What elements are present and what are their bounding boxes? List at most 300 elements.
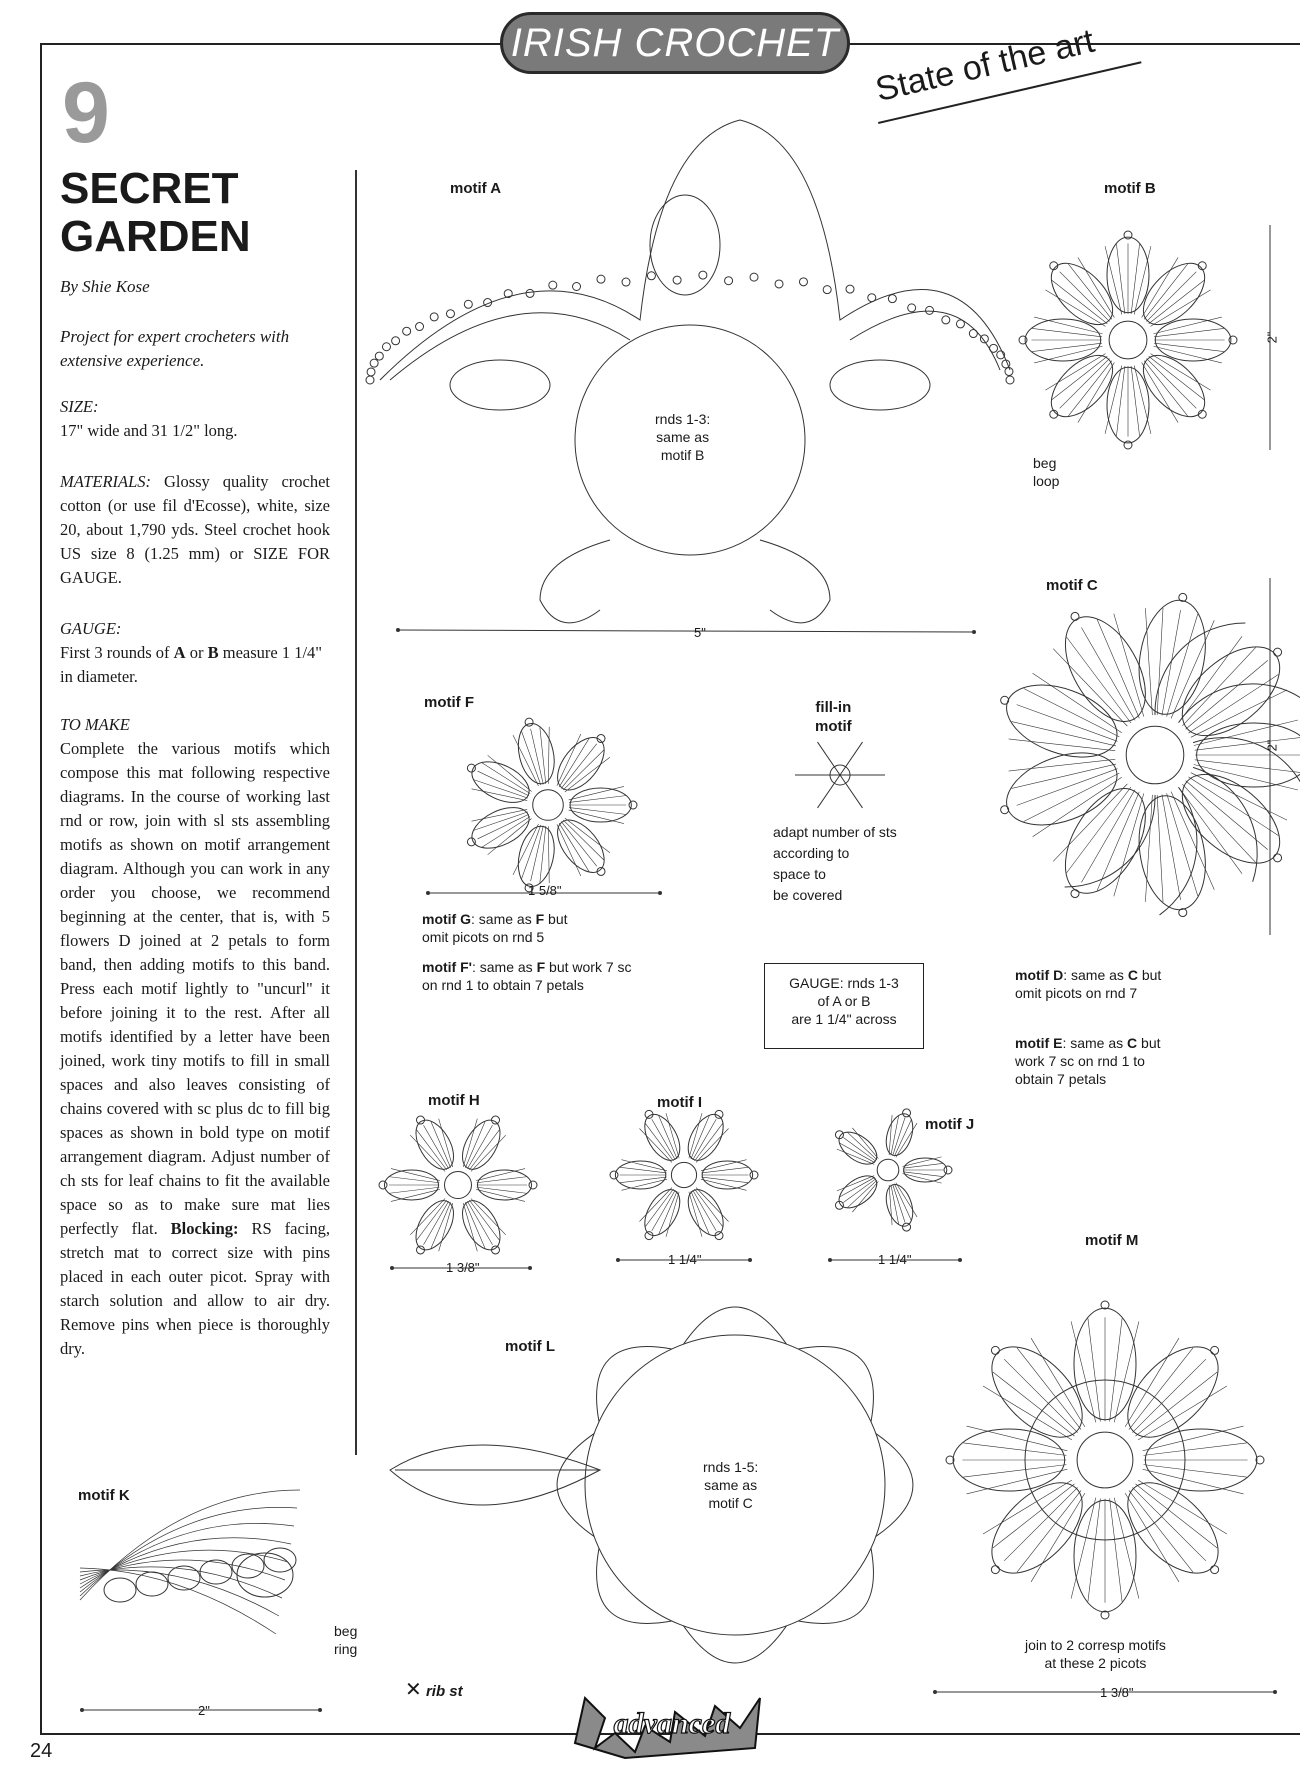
motif-c-stitch (1033, 777, 1122, 837)
motif-h-stitch (477, 1187, 527, 1193)
motif-i-picot (750, 1171, 758, 1179)
motif-m-note: join to 2 corresp motifs at these 2 picots (1025, 1637, 1166, 1671)
motif-m-picot (1211, 1566, 1219, 1574)
motif-j-center (877, 1159, 899, 1181)
motif-j-stitch (903, 1163, 943, 1168)
motif-i-stitch (701, 1177, 748, 1183)
motif-f-dimension: 1 5/8" (528, 883, 562, 898)
motif-a-picot (1002, 360, 1010, 368)
motif-c-arc (1065, 795, 1155, 887)
motif-i-center (671, 1162, 696, 1187)
motif-k-loop (136, 1572, 168, 1596)
motif-a-picot (673, 276, 681, 284)
motif-k-row (80, 1550, 288, 1584)
motif-b-dimension: 2" (1264, 331, 1280, 344)
motif-k-row (80, 1490, 300, 1600)
motif-f-stitch (488, 755, 532, 791)
motif-h-stitch (389, 1177, 439, 1183)
motif-i-label: motif I (657, 1094, 702, 1111)
motif-d-text: : same as (1063, 967, 1128, 983)
motif-l-center-note: rnds 1-5: same as motif C (703, 1459, 759, 1511)
motif-a-arc (850, 311, 1000, 370)
motif-b-stitch (1032, 328, 1102, 336)
motif-e-name: motif E (1015, 1035, 1063, 1051)
size-text: 17" wide and 31 1/2" long. (60, 421, 238, 440)
motif-f-picot (525, 718, 533, 726)
motif-j-picot (903, 1109, 911, 1117)
motif-g-text2: but omit picots on rnd 5 (422, 911, 568, 945)
motif-f-dimension-line-end (426, 891, 430, 895)
motif-b-stitch (1131, 366, 1139, 436)
motif-m-stitch (1135, 1484, 1217, 1548)
motif-j-dimension-line-end (958, 1258, 962, 1262)
motif-f-picot (467, 838, 475, 846)
motif-a-picot (942, 316, 950, 324)
motif-a-picot (416, 323, 424, 331)
motif-l-scallop (557, 1434, 594, 1537)
motif-a-picot (403, 327, 411, 335)
motif-i-stitch (701, 1167, 748, 1173)
motif-g-text: : same as (471, 911, 536, 927)
motif-f-stitch (569, 808, 626, 815)
fill-in-motif-label: fill-in motif (815, 699, 852, 735)
motif-a-picot (573, 282, 581, 290)
blocking-text: RS facing, stretch mat to correct size with pins placed in each outer picot. Spray with starch solution and allow to air dry. Remove pins when piece is thoroughly dry. (60, 1219, 330, 1358)
motif-a-picot (799, 278, 807, 286)
materials-text: Glossy quality crochet cotton (or use fil d'Ecosse), white, size 20, about 1,790 yds. Steel crochet hook US size 8 (1.25 mm) or SIZE FOR GAUGE. (60, 472, 331, 587)
motif-m-stitch (1088, 1318, 1100, 1421)
motif-m-stitch (1114, 1498, 1139, 1599)
motif-a-dimension-line-end (396, 628, 400, 632)
motif-f-picot (629, 801, 637, 809)
motif-m-stitch (1088, 1498, 1100, 1601)
motif-c-stitch (1186, 781, 1268, 850)
motif-k-beg-ring: beg ring (334, 1623, 358, 1657)
motif-c-stitch (1157, 795, 1163, 902)
motif-l-leaf (390, 1445, 600, 1505)
motif-k-dimension-line-end (318, 1708, 322, 1712)
motif-l-scallop (597, 1548, 672, 1623)
motif-j-stitch (843, 1138, 876, 1162)
motif-c-arc (1193, 767, 1257, 881)
motif-c-stitch (1191, 773, 1287, 820)
motif-f-stitch (471, 789, 527, 801)
motif-m-stitch (1143, 1469, 1244, 1494)
page-number: 24 (30, 1740, 53, 1762)
motif-j-stitch (889, 1115, 892, 1155)
motif-f-stitch (540, 826, 546, 883)
motif-m-stitch (1114, 1321, 1139, 1422)
motif-m-dimension-line-end (1273, 1690, 1277, 1694)
motif-m-stitch (1071, 1498, 1096, 1599)
legend-text: rib st (425, 1683, 463, 1700)
motif-d-text2: but omit picots on rnd 7 (1015, 967, 1162, 1001)
motif-b-stitch (1052, 280, 1107, 323)
motif-a-picot (392, 337, 400, 345)
motif-m-stitch (963, 1465, 1066, 1477)
motif-m-dimension: 1 3/8" (1100, 1685, 1134, 1700)
motif-m-stitch (1004, 1359, 1077, 1432)
motif-m-stitch (1138, 1386, 1227, 1440)
size-heading: SIZE: (60, 397, 99, 416)
motif-f-stitch (561, 822, 597, 867)
motif-a-petal-right (830, 360, 930, 410)
fill-in-motif-note: adapt number of sts according to space to be covered (773, 824, 897, 903)
motif-c-stitch (1162, 794, 1181, 900)
motif-c-stitch (1097, 792, 1139, 891)
motif-m-stitch (983, 1386, 1072, 1440)
motif-m-stitch (1143, 1426, 1244, 1451)
motif-f-prime-note (422, 958, 632, 994)
motif-a-picot (526, 289, 534, 297)
fill-in-spoke (840, 742, 863, 775)
motif-h-dimension-line-end (528, 1266, 532, 1270)
motif-a-picot (1005, 368, 1013, 376)
motif-m-stitch (1017, 1348, 1081, 1430)
motif-a-picot (956, 320, 964, 328)
motif-a-dimension-line-end (972, 630, 976, 634)
motif-l-scallop (684, 1626, 787, 1663)
motif-f-prime-text: : same as (471, 959, 537, 975)
motif-a-picot (549, 281, 557, 289)
motif-c-stitch (1188, 675, 1278, 734)
motif-m-label: motif M (1085, 1232, 1139, 1249)
motif-a-picot (908, 304, 916, 312)
motif-a-picot (823, 286, 831, 294)
motif-e-text: : same as (1062, 1035, 1128, 1051)
motif-j-stitch (852, 1128, 878, 1159)
motif-m-stitch (1004, 1487, 1077, 1560)
motif-b-stitch (1052, 356, 1107, 399)
motif-k-dimension: 2" (198, 1703, 210, 1718)
motif-h-picot (379, 1181, 387, 1189)
motif-d-name: motif D (1015, 967, 1064, 983)
motif-a-picot (446, 310, 454, 318)
motif-i-picot (610, 1171, 618, 1179)
motif-m-picot (991, 1346, 999, 1354)
gauge-letter-b: B (207, 643, 219, 662)
motif-f-stitch (531, 826, 544, 882)
motif-j-stitch (843, 1179, 876, 1203)
motif-f-stitch (531, 729, 544, 785)
motif-a-leaf (540, 540, 610, 623)
motif-m-dimension-line-end (933, 1690, 937, 1694)
motif-m-stitch (1132, 1487, 1205, 1560)
motif-a-picot (725, 277, 733, 285)
motif-a-picot (1006, 376, 1014, 384)
motif-c-picot (1001, 806, 1009, 814)
motif-b-stitch (1154, 343, 1224, 351)
motif-j-label: motif J (925, 1116, 975, 1133)
motif-m-stitch (1125, 1493, 1179, 1582)
rib-stitch-icon: ✕ (405, 1679, 422, 1701)
motif-k-row (80, 1538, 291, 1588)
byline: By Shie Kose (60, 277, 150, 296)
motif-c-picot (1071, 612, 1079, 620)
motif-a-center-note: rnds 1-3: same as motif B (655, 411, 711, 463)
motif-b-picot (1229, 336, 1237, 344)
motif-f-stitch (557, 734, 581, 786)
motif-c-stitch (1012, 722, 1116, 746)
motif-j-stitch (889, 1185, 892, 1225)
gauge-heading: GAUGE: (60, 619, 122, 638)
motif-f-stitch (565, 818, 610, 853)
motif-f-label: motif F (424, 694, 474, 711)
motif-m-stitch (963, 1443, 1066, 1455)
motif-b-stitch (1116, 366, 1124, 436)
fill-in-spoke (818, 742, 841, 775)
motif-j-picot (903, 1223, 911, 1231)
motif-j-picot (944, 1166, 952, 1174)
motif-c-stitch (1157, 608, 1163, 715)
motif-j-dimension: 1 1/4" (878, 1252, 912, 1267)
motif-m-picot (991, 1566, 999, 1574)
motif-a-picot (888, 295, 896, 303)
motif-c-stitch (1145, 795, 1152, 902)
intro-text: Project for expert crocheters with extensive experience. (60, 327, 290, 370)
motif-m-stitch (966, 1426, 1067, 1451)
motif-m-stitch (983, 1480, 1072, 1534)
motif-d-ref: C (1127, 967, 1138, 983)
motif-j-dimension-line-end (828, 1258, 832, 1262)
motif-k-loop (104, 1578, 136, 1602)
motif-m-picot (1211, 1346, 1219, 1354)
motif-d-note (1015, 966, 1161, 1002)
project-number: 9 (62, 65, 110, 161)
motif-e-text2: but work 7 sc on rnd 1 to obtain 7 petals (1015, 1035, 1161, 1087)
motif-c-stitch (1195, 737, 1300, 750)
motif-m-stitch (1017, 1490, 1081, 1572)
motif-b-center (1109, 321, 1147, 359)
motif-k-label: motif K (78, 1487, 130, 1504)
motif-m-stitch (1143, 1443, 1246, 1455)
motif-a-picot (367, 368, 375, 376)
motif-a-picot (868, 294, 876, 302)
motif-b-stitch (1154, 328, 1224, 336)
motif-b-label: motif B (1104, 180, 1156, 197)
motif-c-stitch (1186, 660, 1268, 729)
badge-label: advanced (613, 1707, 731, 1740)
motif-f-stitch (471, 809, 527, 821)
motif-b-picot (1019, 336, 1027, 344)
title-line-1: SECRET (60, 164, 239, 213)
motif-b-picot (1124, 441, 1132, 449)
gauge-text-or: or (185, 643, 208, 662)
motif-h-dimension-line-end (390, 1266, 394, 1270)
motif-m-center (1077, 1432, 1133, 1488)
motif-a-petal-center (650, 195, 720, 295)
motif-f-prime-name: motif F' (422, 959, 472, 975)
motif-c-arc (1160, 787, 1197, 915)
motif-a-picot (926, 306, 934, 314)
motif-j-stitch (903, 1172, 943, 1177)
motif-c-picot (1274, 854, 1282, 862)
motif-f-stitch (569, 796, 626, 803)
motif-c-stitch (1162, 610, 1181, 716)
motif-c-center (1126, 726, 1184, 784)
motif-c-stitch (1167, 614, 1198, 717)
motif-a-dimension-line (398, 630, 974, 632)
blocking-heading: Blocking: (170, 1219, 239, 1238)
motif-a-petal-left (450, 360, 550, 410)
motif-i-dimension-line-end (748, 1258, 752, 1262)
motif-a-picot (622, 278, 630, 286)
motif-g-ref: F (535, 911, 545, 927)
motif-m-stitch (1132, 1359, 1205, 1432)
motif-c-stitch (1188, 777, 1278, 836)
motif-c-picot (1071, 890, 1079, 898)
motif-c-stitch (1009, 739, 1116, 751)
motif-c-stitch (1167, 793, 1198, 896)
motif-g-name: motif G (422, 911, 471, 927)
motif-b-stitch (1144, 361, 1187, 416)
motif-b-stitch (1068, 264, 1111, 319)
motif-c-picot (1274, 648, 1282, 656)
motif-c-stitch (1009, 759, 1116, 771)
motif-c-stitch (1182, 784, 1255, 862)
gauge-text-b: measure 1 1/4" in diameter. (60, 643, 323, 686)
motif-b-picot (1124, 231, 1132, 239)
motif-k-row (80, 1567, 282, 1598)
motif-e-ref: C (1127, 1035, 1138, 1051)
motif-k-row (80, 1507, 297, 1596)
motif-e-note (1015, 1034, 1161, 1088)
motif-b-stitch (1068, 361, 1111, 416)
motif-m-stitch (1129, 1348, 1193, 1430)
motif-m-stitch (1125, 1338, 1179, 1427)
motif-f-picot (467, 764, 475, 772)
motif-j-stitch (852, 1181, 878, 1212)
motif-a-picot (366, 376, 374, 384)
motif-b-stitch (1144, 264, 1187, 319)
motif-l-label: motif L (505, 1338, 555, 1355)
motif-i-stitch (620, 1167, 667, 1173)
motif-m-stitch (966, 1469, 1067, 1494)
motif-a-picot (370, 359, 378, 367)
motif-a-picot (647, 272, 655, 280)
motif-f-center (533, 790, 564, 821)
motif-m-stitch (993, 1484, 1075, 1548)
motif-f-stitch (488, 819, 532, 855)
motif-b-stitch (1116, 244, 1124, 314)
motif-b-stitch (1032, 343, 1102, 351)
motif-a-picot (430, 313, 438, 321)
motif-c-stitch (1145, 608, 1152, 715)
motif-f-stitch (561, 744, 597, 789)
advanced-badge (565, 1688, 780, 1762)
motif-i-dimension: 1 1/4" (668, 1252, 702, 1267)
motif-f-prime-text2: but work 7 sc on rnd 1 to obtain 7 petals (422, 959, 632, 993)
motif-f-stitch (548, 826, 549, 883)
legend (405, 1677, 463, 1702)
motif-h-stitch (477, 1177, 527, 1183)
motif-m-stitch (1143, 1465, 1246, 1477)
motif-a-label: motif A (450, 180, 502, 197)
tagline: State of the art (872, 21, 1098, 110)
motif-m-stitch (993, 1372, 1075, 1436)
motif-a-leaf (760, 540, 830, 623)
motif-m-stitch (1138, 1480, 1227, 1534)
motif-l-scallop (876, 1434, 913, 1537)
motif-g-note (422, 910, 568, 946)
motif-a-picot (990, 344, 998, 352)
motif-m-stitch (1071, 1321, 1096, 1422)
motif-k-dimension-line-end (80, 1708, 84, 1712)
motif-a-outline (380, 120, 1010, 380)
motif-h-picot (529, 1181, 537, 1189)
motif-m-stitch (1129, 1490, 1193, 1572)
motif-b-stitch (1149, 356, 1204, 399)
tomake-text: Complete the various motifs which compose this mat following respective diagrams. In the course of working last rnd or row, join with sl sts assembling motifs as shown on motif arrangement diagram. Although you can work in any order you choose, we recommend beginning at the center, that is, with 5 flowers D joined at 2 petals to form band, then adding motifs to this band. Press each motif lightly to "uncurl" it before joining it to the rest. After all motifs identified by a letter have been joined, work tiny motifs to fill in small spaces and also leaves consisting of chains covered with sc plus dc to fill big spaces as shown in bold type on motif arrangement diagram. Adjust number of ch sts for leaf chains to fit the available space so as to make sure mat lies perfectly flat. (60, 739, 330, 1238)
motif-f-stitch (540, 727, 546, 784)
motif-c-stitch (1194, 720, 1298, 745)
gauge-box: GAUGE: rnds 1-3 of A or B are 1 1/4" across (764, 963, 924, 1049)
motif-a-picot (750, 273, 758, 281)
motif-m-stitch (1031, 1338, 1085, 1427)
motif-c-arc (1179, 684, 1300, 723)
motif-l-scallop (597, 1347, 672, 1422)
motif-c-stitch (1033, 673, 1122, 733)
gauge-letter-a: A (173, 643, 186, 662)
motif-c-stitch (1097, 620, 1139, 719)
tomake-heading: TO MAKE (60, 715, 130, 734)
motif-i-dimension-line-end (616, 1258, 620, 1262)
motif-f-stitch (548, 727, 549, 784)
motif-c-picot (1001, 696, 1009, 704)
motif-a-picot (846, 285, 854, 293)
motif-m-stitch (1110, 1498, 1122, 1601)
motif-f-stitch (565, 757, 610, 792)
motif-a-picot (382, 343, 390, 351)
fill-in-spoke (818, 775, 841, 808)
motif-j-stitch (896, 1123, 917, 1157)
motif-c-stitch (1182, 648, 1255, 726)
motif-h-label: motif H (428, 1092, 480, 1109)
motif-a-picot (699, 271, 707, 279)
materials-heading: MATERIALS: (60, 472, 152, 491)
motif-m-stitch (1031, 1493, 1085, 1582)
motif-i-stitch (620, 1177, 667, 1183)
motif-j-stitch (837, 1149, 874, 1164)
motif-b-stitch (1149, 280, 1204, 323)
motif-j-stitch (896, 1183, 917, 1217)
motif-c-dimension: 2" (1264, 739, 1280, 752)
fill-in-spoke (840, 775, 863, 808)
title-line-2: GARDEN (60, 212, 251, 261)
motif-k-row (80, 1523, 294, 1592)
motif-f-prime-ref: F (536, 959, 546, 975)
motif-a-arc (390, 313, 630, 380)
motif-l-scallop (684, 1307, 787, 1344)
motif-f-dimension-line-end (658, 891, 662, 895)
motif-a-picot (375, 352, 383, 360)
section-title: IRISH CROCHET (510, 20, 840, 65)
motif-a-picot (464, 300, 472, 308)
motif-l-scallop (798, 1548, 873, 1623)
motif-c-label: motif C (1046, 577, 1098, 594)
motif-a-dimension: 5" (694, 625, 706, 640)
motif-f-stitch (557, 824, 581, 876)
motif-a-picot (775, 280, 783, 288)
motif-c-stitch (1012, 764, 1116, 788)
motif-h-stitch (389, 1187, 439, 1193)
motif-b-beg-loop: beg loop (1033, 455, 1060, 489)
gauge-text-a: First 3 rounds of (60, 643, 174, 662)
motif-l-scallop (798, 1347, 873, 1422)
motif-m-stitch (1110, 1318, 1122, 1421)
motif-c-stitch (1194, 765, 1298, 790)
motif-j-stitch (837, 1176, 874, 1191)
